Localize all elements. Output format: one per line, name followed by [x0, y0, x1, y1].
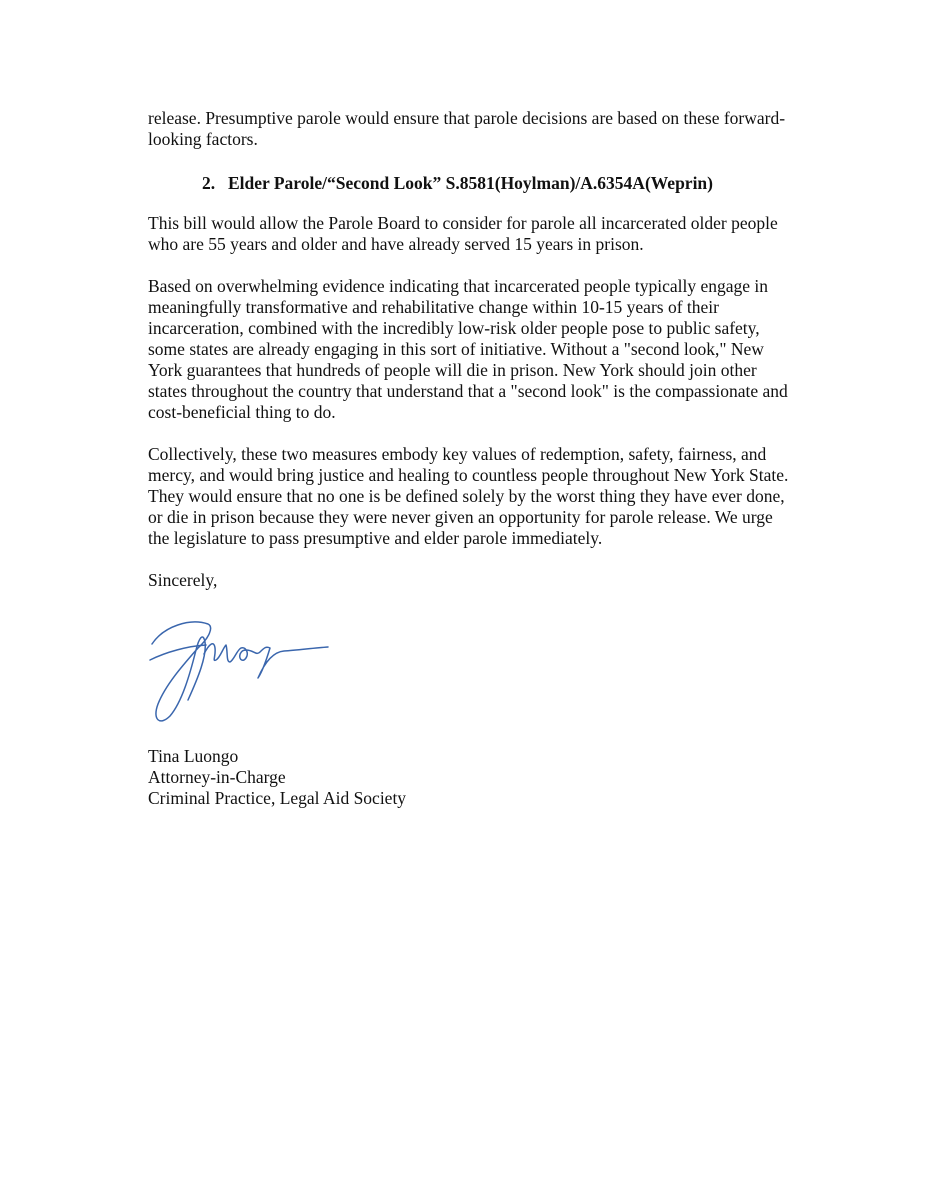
conclusion-paragraph: [148, 444, 820, 549]
signature-stroke: [150, 645, 206, 660]
section-heading: [202, 173, 713, 194]
section-title: Elder Parole/“Second Look” S.8581(Hoylman)/A.6354A(Weprin): [228, 173, 713, 193]
signature-block: [148, 746, 820, 809]
paragraph-line: This bill would allow the Parole Board to consider for parole all incarcerated older people: [148, 213, 778, 233]
paragraph-line: some states are already engaging in this sort of initiative. Without a "second look," New: [148, 339, 764, 359]
paragraph-line: who are 55 years and older and have already served 15 years in prison.: [148, 234, 644, 254]
signer-organization: Criminal Practice, Legal Aid Society: [148, 788, 407, 808]
paragraph-line: mercy, and would bring justice and healing to countless people throughout New York State.: [148, 465, 789, 485]
paragraph-line: states throughout the country that understand that a "second look" is the compassionate and: [148, 381, 788, 401]
paragraph-line: release. Presumptive parole would ensure that parole decisions are based on these forward-: [148, 108, 786, 128]
signature-stroke: [204, 644, 328, 678]
section-number: 2.: [202, 173, 216, 193]
paragraph-line: meaningfully transformative and rehabilitative change within 10-15 years of their: [148, 297, 719, 317]
paragraph-line: the legislature to pass presumptive and elder parole immediately.: [148, 528, 603, 548]
paragraph-line: Based on overwhelming evidence indicating that incarcerated people typically engage in: [148, 276, 769, 296]
paragraph-line: incarceration, combined with the incredibly low-risk older people pose to public safety,: [148, 318, 760, 338]
closing-salutation: Sincerely,: [148, 570, 218, 590]
signature-stroke: [152, 622, 211, 721]
intro-paragraph: [148, 108, 820, 150]
signature-strokes: [150, 622, 328, 721]
paragraph-line: York guarantees that hundreds of people will die in prison. New York should join other: [148, 360, 757, 380]
paragraph-line: They would ensure that no one is be defined solely by the worst thing they have ever done,: [148, 486, 785, 506]
paragraph-line: looking factors.: [148, 129, 258, 149]
handwritten-signature: [146, 612, 336, 730]
paragraph-line: Collectively, these two measures embody key values of redemption, safety, fairness, and: [148, 444, 767, 464]
paragraph-line: or die in prison because they were never given an opportunity for parole release. We urge: [148, 507, 773, 527]
evidence-paragraph: [148, 276, 820, 423]
paragraph-line: cost-beneficial thing to do.: [148, 402, 336, 422]
signer-title: Attorney-in-Charge: [148, 767, 286, 787]
signer-name: Tina Luongo: [148, 746, 239, 766]
bill-description-paragraph: [148, 213, 820, 255]
